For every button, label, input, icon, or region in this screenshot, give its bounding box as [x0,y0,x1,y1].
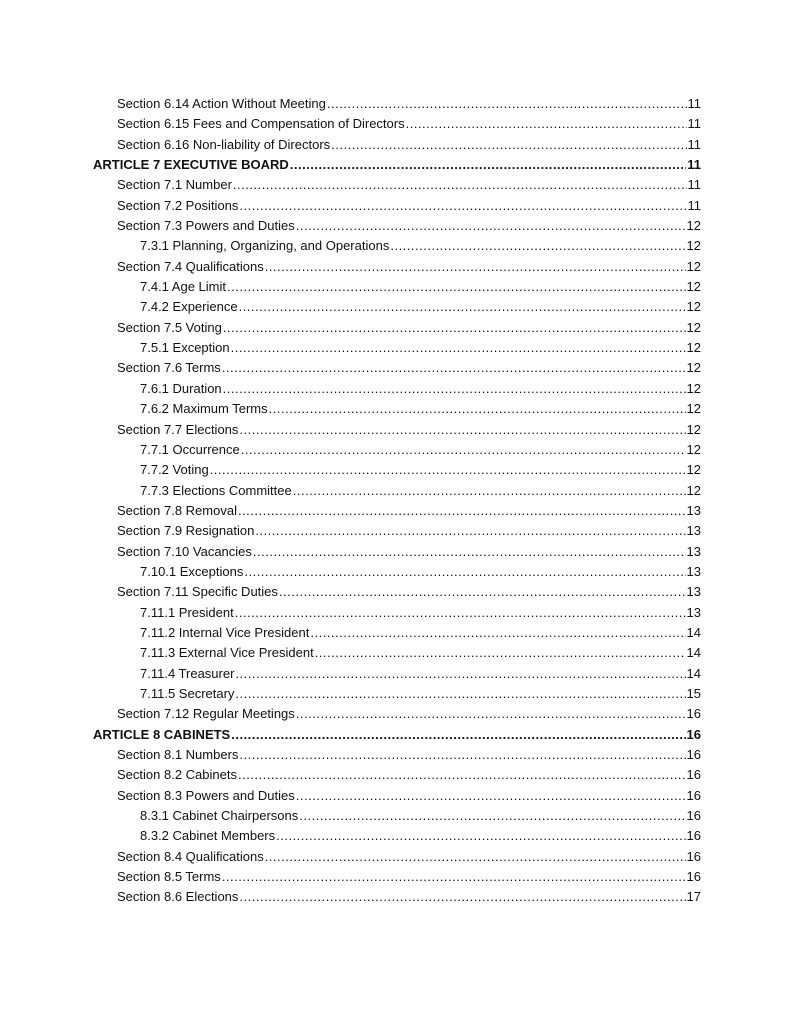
toc-dot-leader [210,460,686,480]
table-of-contents [0,94,791,908]
toc-dot-leader [241,440,686,460]
toc-dot-leader [239,745,685,765]
toc-entry-title: 7.5.1 Exception [140,340,230,356]
toc-entry-title: 7.6.2 Maximum Terms [140,401,268,417]
toc-page-number: 16 [686,767,701,783]
toc-dot-leader [265,847,686,867]
toc-subsection-entry[interactable] [0,684,791,704]
toc-dot-leader [390,236,685,256]
toc-section-entry[interactable] [0,114,791,134]
toc-section-entry[interactable] [0,175,791,195]
toc-entry-title: Section 7.5 Voting [117,319,222,335]
toc-entry-title: Section 7.12 Regular Meetings [117,706,295,722]
toc-section-entry[interactable] [0,887,791,907]
toc-page-number: 13 [686,604,701,620]
toc-entry-title: 7.10.1 Exceptions [140,563,244,579]
toc-dot-leader [223,318,686,338]
toc-section-entry[interactable] [0,196,791,216]
toc-entry-title: Section 7.9 Resignation [117,523,255,539]
toc-dot-leader [238,501,686,521]
toc-dot-leader [331,135,686,155]
toc-entry-title: Section 7.7 Elections [117,421,239,437]
toc-section-entry[interactable] [0,765,791,785]
toc-page-number: 12 [686,401,701,417]
toc-page-number: 11 [687,157,701,173]
toc-page-number: 14 [686,665,701,681]
toc-page-number: 14 [686,624,701,640]
toc-subsection-entry[interactable] [0,643,791,663]
toc-entry-title: Section 7.4 Qualifications [117,258,264,274]
toc-subsection-entry[interactable] [0,826,791,846]
toc-entry-title: Section 7.1 Number [117,177,232,193]
toc-entry-title: 7.7.3 Elections Committee [140,482,292,498]
toc-dot-leader [296,704,686,724]
toc-page-number: 16 [686,808,701,824]
toc-section-entry[interactable] [0,786,791,806]
toc-section-entry[interactable] [0,582,791,602]
toc-page-number: 16 [686,706,701,722]
toc-subsection-entry[interactable] [0,603,791,623]
toc-section-entry[interactable] [0,135,791,155]
toc-dot-leader [235,664,685,684]
toc-page-number: 12 [686,279,701,295]
toc-entry-title: ARTICLE 8 CABINETS [93,726,231,742]
toc-page-number: 16 [686,828,701,844]
toc-entry-title: Section 8.1 Numbers [117,747,239,762]
toc-entry-title: 7.11.5 Secretary [140,685,235,701]
toc-page-number: 17 [686,889,701,905]
toc-dot-leader [231,725,685,745]
toc-page-number: 12 [686,299,701,315]
toc-section-entry[interactable] [0,216,791,236]
toc-subsection-entry[interactable] [0,399,791,419]
toc-entry-title: Section 8.2 Cabinets [117,767,237,783]
toc-subsection-entry[interactable] [0,664,791,684]
toc-page-number: 12 [686,441,701,457]
toc-page-number: 15 [686,685,701,701]
toc-entry-title: 7.11.1 President [140,604,234,620]
toc-entry-title: 7.7.2 Voting [140,462,209,478]
toc-dot-leader [290,155,687,175]
toc-subsection-entry[interactable] [0,338,791,358]
toc-entry-title: 7.6.1 Duration [140,380,222,396]
toc-page-number: 11 [687,177,701,193]
toc-dot-leader [238,765,686,785]
toc-dot-leader [235,603,686,623]
toc-page-number: 13 [686,523,701,539]
toc-entry-title: 8.3.2 Cabinet Members [140,828,276,844]
toc-entry-title: Section 7.10 Vacancies [117,543,252,559]
toc-dot-leader [299,806,685,826]
toc-dot-leader [222,358,686,378]
toc-page-number: 11 [687,116,701,132]
toc-section-entry[interactable] [0,847,791,867]
toc-dot-leader [239,196,686,216]
toc-page-number: 12 [686,360,701,376]
toc-page-number: 11 [687,96,701,111]
toc-section-entry[interactable] [0,501,791,521]
toc-entry-title: ARTICLE 7 EXECUTIVE BOARD [93,157,289,173]
toc-page-number: 16 [686,787,701,803]
toc-dot-leader [239,297,686,317]
toc-dot-leader [293,481,686,501]
toc-page-number: 12 [686,380,701,396]
toc-subsection-entry[interactable] [0,623,791,643]
toc-entry-title: Section 6.14 Action Without Meeting [117,96,326,111]
toc-dot-leader [296,786,686,806]
toc-page-number: 12 [686,421,701,437]
toc-entry-title: Section 7.2 Positions [117,197,239,213]
toc-page-number: 12 [686,258,701,274]
toc-section-entry[interactable] [0,521,791,541]
toc-page-number: 16 [686,747,701,762]
toc-entry-title: Section 7.8 Removal [117,502,237,518]
toc-dot-leader [253,542,686,562]
toc-dot-leader [223,379,686,399]
toc-section-entry[interactable] [0,867,791,887]
toc-entry-title: 7.11.2 Internal Vice President [140,624,310,640]
toc-entry-title: 7.3.1 Planning, Organizing, and Operations [140,238,390,254]
toc-dot-leader [239,420,685,440]
toc-dot-leader [406,114,687,134]
toc-page-number: 16 [686,848,701,864]
toc-section-entry[interactable] [0,745,791,765]
toc-page-number: 13 [686,584,701,600]
toc-dot-leader [239,887,685,907]
toc-section-entry[interactable] [0,318,791,338]
toc-dot-leader [222,867,686,887]
toc-subsection-entry[interactable] [0,481,791,501]
toc-dot-leader [227,277,686,297]
toc-page-number: 13 [686,543,701,559]
toc-subsection-entry[interactable] [0,277,791,297]
toc-subsection-entry[interactable] [0,460,791,480]
toc-entry-title: Section 8.6 Elections [117,889,239,905]
toc-entry-title: 7.7.1 Occurrence [140,441,240,457]
toc-dot-leader [279,582,686,602]
toc-section-entry[interactable] [0,257,791,277]
toc-dot-leader [244,562,685,582]
toc-page-number: 16 [686,726,701,742]
toc-dot-leader [296,216,686,236]
toc-section-entry[interactable] [0,420,791,440]
toc-entry-title: Section 6.15 Fees and Compensation of Directors [117,116,405,132]
toc-subsection-entry[interactable] [0,236,791,256]
toc-dot-leader [276,826,685,846]
toc-page-number: 13 [686,502,701,518]
toc-entry-title: Section 8.4 Qualifications [117,848,264,864]
toc-page-number: 11 [687,136,701,152]
toc-entry-title: Section 8.5 Terms [117,869,221,885]
toc-subsection-entry[interactable] [0,379,791,399]
toc-page-number: 12 [686,462,701,478]
toc-dot-leader [315,643,686,663]
toc-section-entry[interactable] [0,358,791,378]
toc-article-entry[interactable] [0,155,791,175]
toc-entry-title: Section 6.16 Non-liability of Directors [117,136,331,152]
toc-page-number: 12 [686,340,701,356]
toc-dot-leader [310,623,685,643]
toc-entry-title: Section 8.3 Powers and Duties [117,787,295,803]
toc-entry-title: 8.3.1 Cabinet Chairpersons [140,808,299,824]
toc-section-entry[interactable] [0,704,791,724]
toc-page-number: 12 [686,238,701,254]
toc-dot-leader [235,684,685,704]
toc-entry-title: 7.11.4 Treasurer [140,665,235,681]
toc-section-entry[interactable] [0,94,791,114]
toc-subsection-entry[interactable] [0,806,791,826]
toc-dot-leader [231,338,686,358]
toc-entry-title: 7.11.3 External Vice President [140,645,314,661]
toc-page-number: 12 [686,319,701,335]
toc-subsection-entry[interactable] [0,440,791,460]
toc-dot-leader [327,94,687,114]
toc-entry-title: Section 7.11 Specific Duties [117,584,278,600]
toc-entry-title: 7.4.1 Age Limit [140,279,226,295]
toc-entry-title: 7.4.2 Experience [140,299,238,315]
toc-subsection-entry[interactable] [0,562,791,582]
toc-dot-leader [233,175,687,195]
toc-page-number: 14 [686,645,701,661]
toc-dot-leader [269,399,686,419]
toc-page-number: 16 [686,869,701,885]
toc-dot-leader [255,521,685,541]
toc-page-number: 12 [686,218,701,234]
toc-page-number: 13 [686,563,701,579]
toc-entry-title: Section 7.3 Powers and Duties [117,218,295,234]
toc-section-entry[interactable] [0,542,791,562]
toc-page-number: 11 [687,197,701,213]
toc-entry-title: Section 7.6 Terms [117,360,221,376]
toc-article-entry[interactable] [0,725,791,745]
toc-dot-leader [265,257,686,277]
toc-page-number: 12 [686,482,701,498]
toc-subsection-entry[interactable] [0,297,791,317]
